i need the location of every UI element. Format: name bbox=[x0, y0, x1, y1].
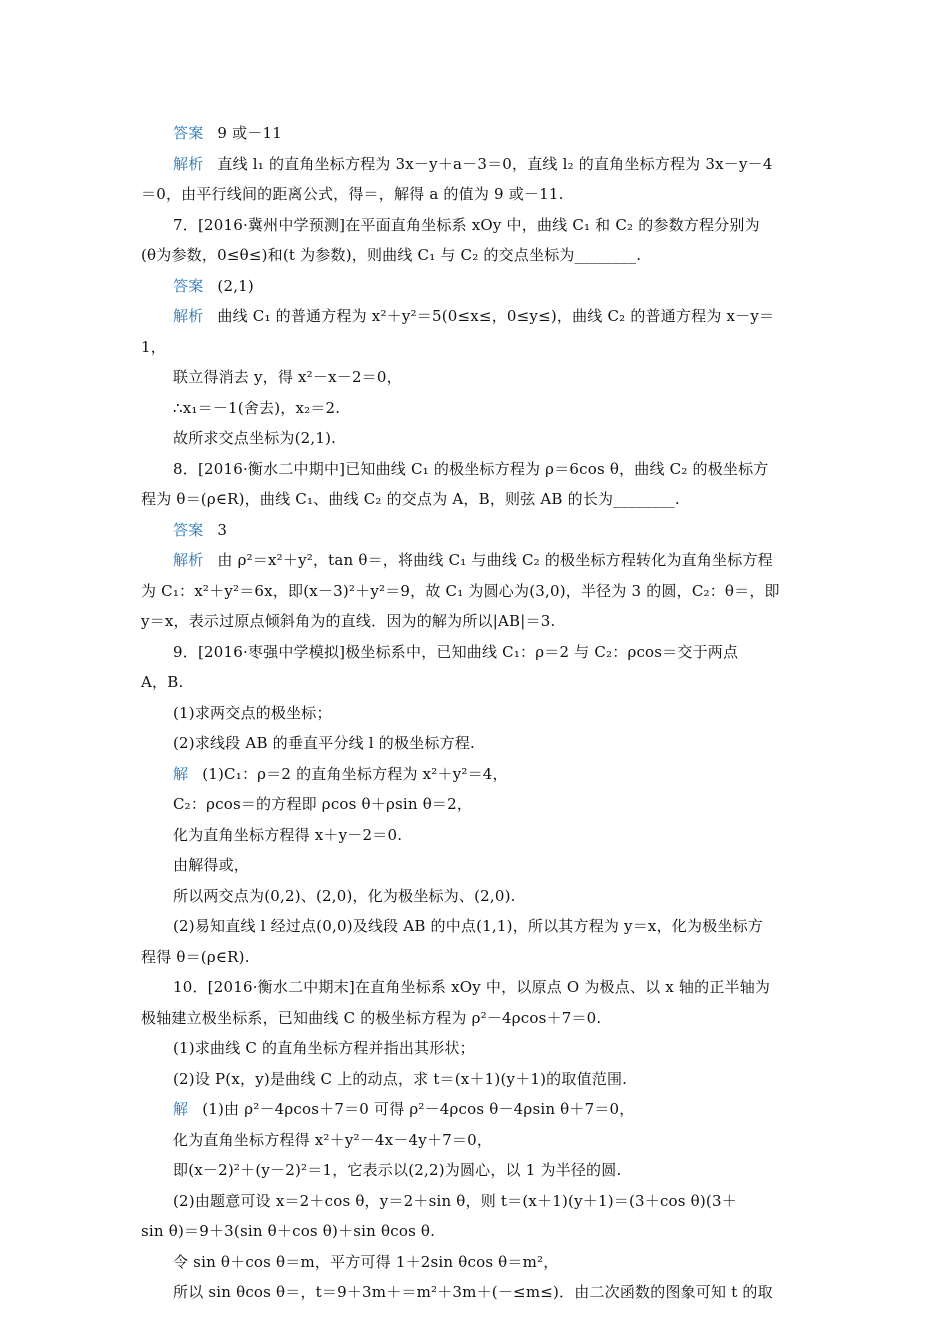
line-text: (1)求曲线 C 的直角坐标方程并指出其形状； bbox=[173, 1039, 475, 1057]
text-line bbox=[141, 911, 811, 942]
text-line bbox=[141, 301, 811, 332]
line-text: (2)易知直线 l 经过点(0,0)及线段 AB 的中点(1,1)，所以其方程为 y＝x，化为极坐标方 bbox=[173, 917, 763, 935]
text-line bbox=[141, 1003, 811, 1034]
text-line bbox=[141, 972, 811, 1003]
line-text: 故所求交点坐标为(2,1). bbox=[173, 429, 337, 447]
text-line bbox=[141, 576, 811, 607]
text-line bbox=[141, 1155, 811, 1186]
text-line bbox=[141, 240, 811, 271]
line-text: 3 bbox=[217, 520, 228, 539]
line-text: 所以 sin θcos θ＝，t＝9＋3m＋＝m²＋3m＋(－≤m≤)．由二次函数的图象可知 t 的取 bbox=[173, 1283, 773, 1301]
text-line bbox=[141, 606, 811, 637]
section-label: 解析 bbox=[173, 307, 204, 325]
line-text: 10．[2016·衡水二中期末]在直角坐标系 xOy 中，以原点 O 为极点、以 x 轴的正半轴为 bbox=[173, 978, 771, 996]
line-text: (θ为参数，0≤θ≤)和(t 为参数)，则曲线 C₁ 与 C₂ 的交点坐标为________. bbox=[141, 246, 642, 264]
section-label: 解析 bbox=[173, 551, 204, 569]
section-label: 解 bbox=[173, 764, 189, 783]
text-line bbox=[141, 515, 811, 546]
text-line bbox=[141, 637, 811, 668]
line-text: 由 ρ²＝x²＋y²，tan θ＝，将曲线 C₁ 与曲线 C₂ 的极坐标方程转化为直角坐标方程 bbox=[217, 551, 773, 569]
line-text: 令 sin θ＋cos θ＝m，平方可得 1＋2sin θcos θ＝m²， bbox=[173, 1252, 559, 1271]
line-text: 化为直角坐标方程得 x²＋y²－4x－4y＋7＝0， bbox=[173, 1130, 493, 1149]
section-label: 答案 bbox=[173, 520, 204, 539]
line-text: 所以两交点为(0,2)、(2,0)，化为极坐标为、(2,0). bbox=[173, 886, 516, 905]
text-line bbox=[141, 362, 811, 393]
line-text: 化为直角坐标方程得 x＋y－2＝0. bbox=[173, 825, 403, 844]
line-text: 9．[2016·枣强中学模拟]极坐标系中，已知曲线 C₁：ρ＝2 与 C₂：ρcos＝交于两点 bbox=[173, 642, 739, 661]
line-text: 即(x－2)²＋(y－2)²＝1，它表示以(2,2)为圆心，以 1 为半径的圆. bbox=[173, 1161, 622, 1179]
line-text: (1)由 ρ²－4ρcos＋7＝0 可得 ρ²－4ρcos θ－4ρsin θ＋7＝0， bbox=[202, 1100, 635, 1118]
text-line bbox=[141, 1033, 811, 1064]
text-line bbox=[141, 1064, 811, 1095]
line-text: C₂：ρcos＝的方程即 ρcos θ＋ρsin θ＝2， bbox=[173, 795, 473, 813]
line-text: 程得 θ＝(ρ∈R). bbox=[141, 947, 250, 966]
text-line bbox=[141, 942, 811, 973]
line-text: 程为 θ＝(ρ∈R)，曲线 C₁、曲线 C₂ 的交点为 A，B，则弦 AB 的长为________. bbox=[141, 490, 680, 508]
text-line bbox=[141, 484, 811, 515]
text-line bbox=[141, 454, 811, 485]
text-line bbox=[141, 393, 811, 424]
line-text: 9 或－11 bbox=[217, 124, 283, 142]
text-line bbox=[141, 149, 811, 180]
document-body bbox=[141, 118, 811, 1308]
text-line bbox=[141, 698, 811, 729]
line-text: ∴x₁＝－1(舍去)，x₂＝2. bbox=[173, 398, 341, 417]
line-text: A，B. bbox=[141, 673, 184, 691]
text-line bbox=[141, 728, 811, 759]
text-line bbox=[141, 1277, 811, 1308]
text-line bbox=[141, 179, 811, 210]
section-label: 解析 bbox=[173, 154, 204, 173]
line-text: 由解得或， bbox=[173, 856, 250, 874]
line-text: (1)C₁：ρ＝2 的直角坐标方程为 x²＋y²＝4， bbox=[202, 764, 508, 783]
line-text: y＝x，表示过原点倾斜角为的直线．因为的解为所以|AB|＝3. bbox=[141, 612, 556, 630]
text-line bbox=[141, 332, 811, 363]
line-text: ＝0，由平行线间的距离公式，得＝，解得 a 的值为 9 或－11. bbox=[141, 185, 564, 203]
text-line bbox=[141, 423, 811, 454]
line-text: 极轴建立极坐标系，已知曲线 C 的极坐标方程为 ρ²－4ρcos＋7＝0. bbox=[141, 1008, 602, 1027]
section-label: 解 bbox=[173, 1100, 189, 1118]
line-text: 联立得消去 y，得 x²－x－2＝0， bbox=[173, 368, 402, 386]
text-line bbox=[141, 210, 811, 241]
line-text: (2)由题意可设 x＝2＋cos θ，y＝2＋sin θ，则 t＝(x＋1)(y＋1)＝(3＋cos θ)(3＋ bbox=[173, 1191, 737, 1210]
text-line bbox=[141, 1125, 811, 1156]
line-text: 曲线 C₁ 的普通方程为 x²＋y²＝5(0≤x≤，0≤y≤)，曲线 C₂ 的普通方程为 x－y＝ bbox=[217, 307, 775, 325]
text-line bbox=[141, 881, 811, 912]
line-text: 为 C₁：x²＋y²＝6x，即(x－3)²＋y²＝9，故 C₁ 为圆心为(3,0)，半径为 3 的圆，C₂：θ＝，即 bbox=[141, 581, 780, 600]
text-line bbox=[141, 789, 811, 820]
line-text: (1)求两交点的极坐标； bbox=[173, 703, 332, 722]
line-text: 直线 l₁ 的直角坐标方程为 3x－y＋a－3＝0，直线 l₂ 的直角坐标方程为 3x－y－4 bbox=[217, 154, 773, 173]
line-text: (2)求线段 AB 的垂直平分线 l 的极坐标方程. bbox=[173, 734, 475, 752]
text-line bbox=[141, 545, 811, 576]
text-line bbox=[141, 850, 811, 881]
line-text: (2,1) bbox=[217, 276, 254, 295]
line-text: 7．[2016·冀州中学预测]在平面直角坐标系 xOy 中，曲线 C₁ 和 C₂ 的参数方程分别为 bbox=[173, 215, 760, 234]
text-line bbox=[141, 1247, 811, 1278]
line-text: (2)设 P(x，y)是曲线 C 上的动点，求 t＝(x＋1)(y＋1)的取值范围. bbox=[173, 1069, 628, 1088]
text-line bbox=[141, 1186, 811, 1217]
text-line bbox=[141, 1094, 811, 1125]
text-line bbox=[141, 759, 811, 790]
text-line bbox=[141, 118, 811, 149]
section-label: 答案 bbox=[173, 124, 204, 142]
text-line bbox=[141, 820, 811, 851]
section-label: 答案 bbox=[173, 276, 204, 295]
line-text: 1， bbox=[141, 337, 166, 356]
line-text: 8．[2016·衡水二中期中]已知曲线 C₁ 的极坐标方程为 ρ＝6cos θ，曲线 C₂ 的极坐标方 bbox=[173, 459, 769, 478]
text-line bbox=[141, 667, 811, 698]
text-line bbox=[141, 271, 811, 302]
line-text: sin θ)＝9＋3(sin θ＋cos θ)＋sin θcos θ. bbox=[141, 1222, 436, 1240]
text-line bbox=[141, 1216, 811, 1247]
